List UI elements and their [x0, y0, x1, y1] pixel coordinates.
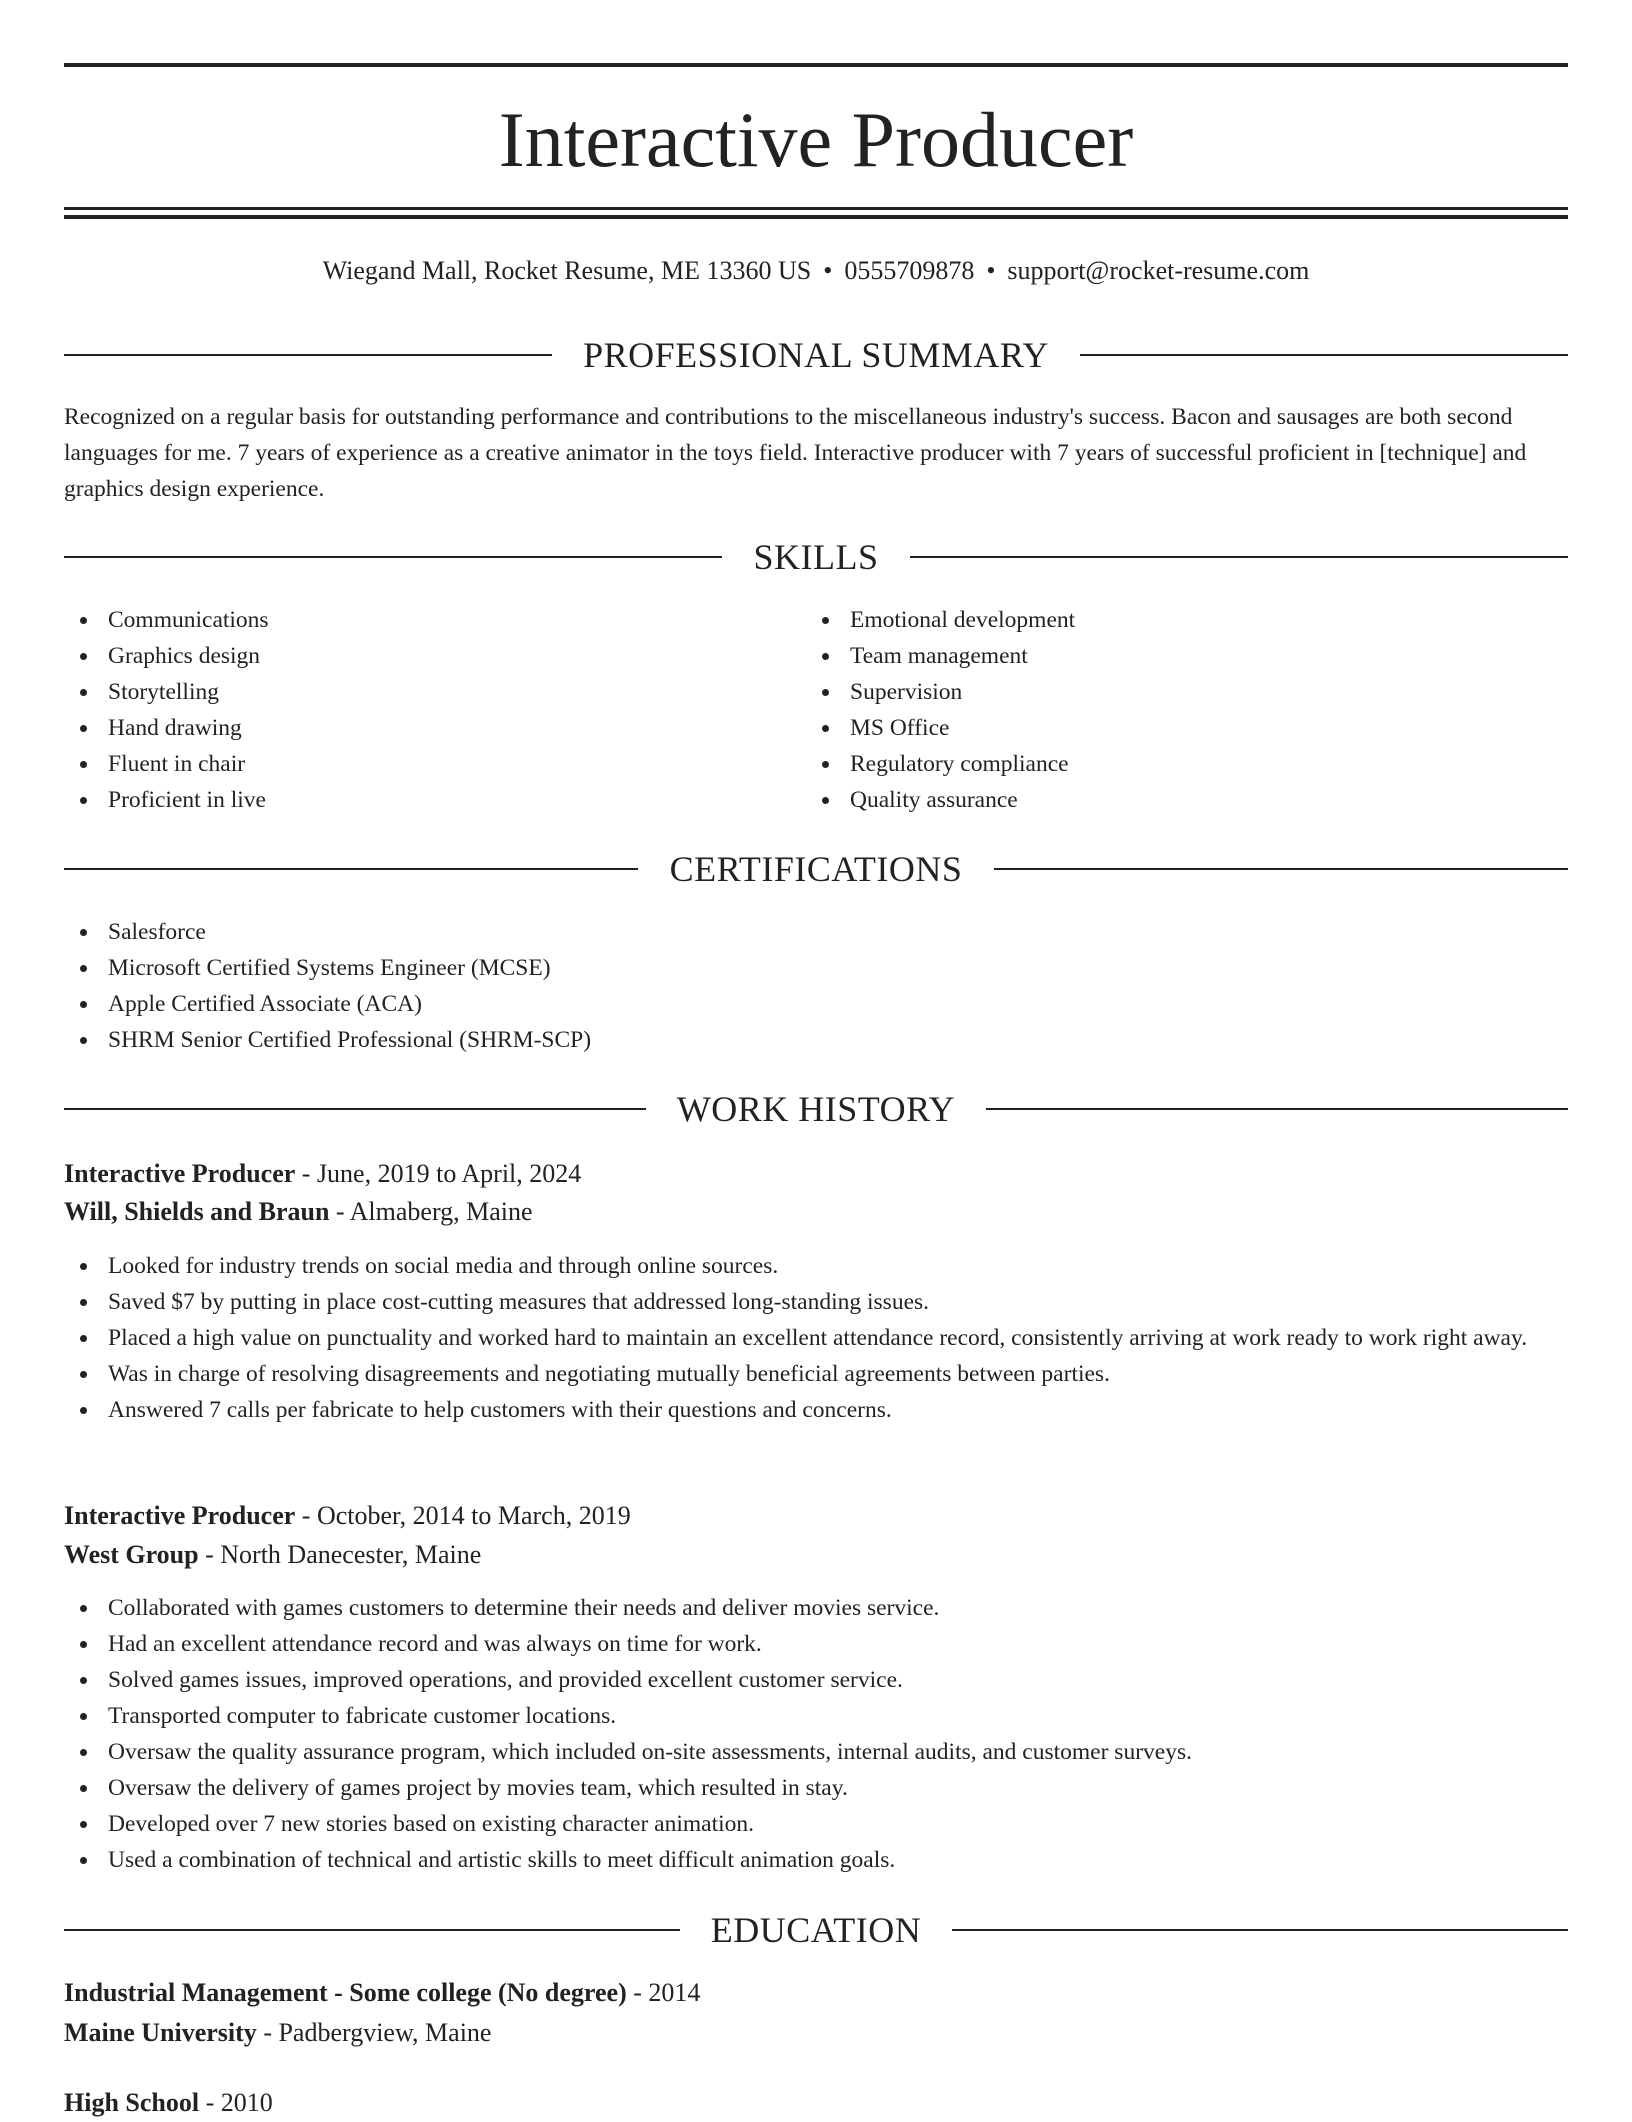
list-item: Placed a high value on punctuality and worked hard to maintain an excellent attendance record, consistently arriving at work ready to work right away. — [64, 1320, 1568, 1356]
section-heading-education — [64, 1908, 1568, 1952]
bullet-icon — [80, 1605, 87, 1612]
list-item: Oversaw the delivery of games project by movies team, which resulted in stay. — [64, 1770, 1568, 1806]
list-item: MS Office — [806, 710, 1568, 746]
bullet-icon — [80, 1335, 87, 1342]
job-dates: - June, 2019 to April, 2024 — [295, 1159, 582, 1188]
list-item: Saved $7 by putting in place cost-cutting measures that addressed long-standing issues. — [64, 1284, 1568, 1320]
bullet-icon — [822, 725, 829, 732]
bullet-icon — [80, 929, 87, 936]
job-title: Interactive Producer — [64, 1501, 296, 1530]
certifications-list — [64, 914, 1568, 1058]
section-title: WORK HISTORY — [676, 1089, 956, 1129]
job-dates: - October, 2014 to March, 2019 — [295, 1501, 631, 1530]
bullet-icon — [80, 617, 87, 624]
bullet-icon — [80, 1677, 87, 1684]
bullet-icon — [80, 965, 87, 972]
list-item: Emotional development — [806, 602, 1568, 638]
bullet-icon — [80, 689, 87, 696]
education-degree: High School — [64, 2088, 200, 2117]
bullet-icon — [80, 1263, 87, 1270]
list-item: Proficient in live — [64, 782, 804, 818]
list-item: Fluent in chair — [64, 746, 804, 782]
summary-text: Recognized on a regular basis for outstanding performance and contributions to the miscellaneous industry's success. Bacon and sausages are both second languages for me. 7 years of experience as a creative animator in the toys field. Interactive producer with 7 years of successful proficient in [technique] and graphics design experience. — [64, 404, 1527, 502]
job-company-line — [64, 1536, 1568, 1574]
section-heading-summary — [64, 333, 1568, 377]
job-company: Will, Shields and Braun — [64, 1197, 330, 1226]
title-rule-lower — [64, 215, 1568, 219]
title-rule-upper — [64, 207, 1568, 210]
bullet-icon — [80, 1713, 87, 1720]
resume-title: Interactive Producer — [498, 96, 1134, 183]
bullet-icon — [80, 1371, 87, 1378]
list-item: Transported computer to fabricate customer locations. — [64, 1698, 1568, 1734]
education-year: - 2014 — [626, 1978, 701, 2007]
education-degree: Industrial Management - Some college (No degree) — [64, 1978, 627, 2007]
list-item: Graphics design — [64, 638, 804, 674]
list-item: Regulatory compliance — [806, 746, 1568, 782]
job-bullets — [64, 1248, 1568, 1428]
list-item: Apple Certified Associate (ACA) — [64, 986, 1568, 1022]
section-title: PROFESSIONAL SUMMARY — [583, 335, 1049, 375]
bullet-icon — [80, 1037, 87, 1044]
education-degree-line — [64, 1974, 1568, 2012]
job-location: - North Danecester, Maine — [198, 1540, 482, 1569]
list-item: Hand drawing — [64, 710, 804, 746]
job-company: West Group — [64, 1540, 199, 1569]
education-year: - 2010 — [199, 2088, 273, 2117]
bullet-icon — [80, 725, 87, 732]
list-item: Team management — [806, 638, 1568, 674]
list-item: Microsoft Certified Systems Engineer (MCSE) — [64, 950, 1568, 986]
job-bullets — [64, 1590, 1568, 1878]
bullet-icon — [80, 1299, 87, 1306]
job-company-line — [64, 1193, 1568, 1231]
bullet-icon — [80, 1001, 87, 1008]
bullet-icon — [80, 1749, 87, 1756]
bullet-icon — [80, 1407, 87, 1414]
list-item: Supervision — [806, 674, 1568, 710]
list-item: Storytelling — [64, 674, 804, 710]
bullet-icon — [80, 1641, 87, 1648]
contact-separator: • — [823, 256, 833, 285]
list-item: Had an excellent attendance record and was always on time for work. — [64, 1626, 1568, 1662]
list-item: Collaborated with games customers to determine their needs and deliver movies service. — [64, 1590, 1568, 1626]
bullet-icon — [822, 617, 829, 624]
list-item: Quality assurance — [806, 782, 1568, 818]
section-title: SKILLS — [753, 537, 879, 577]
list-item: Used a combination of technical and artistic skills to meet difficult animation goals. — [64, 1842, 1568, 1878]
list-item: Oversaw the quality assurance program, which included on-site assessments, internal audits, and customer surveys. — [64, 1734, 1568, 1770]
bullet-icon — [80, 653, 87, 660]
education-school-line — [64, 2014, 1568, 2052]
section-heading-certifications — [64, 847, 1568, 891]
job-title: Interactive Producer — [64, 1159, 296, 1188]
list-item: Developed over 7 new stories based on existing character animation. — [64, 1806, 1568, 1842]
job-location: - Almaberg, Maine — [329, 1197, 533, 1226]
section-title: EDUCATION — [710, 1910, 922, 1950]
contact-line — [64, 254, 1568, 288]
contact-phone: 0555709878 — [844, 256, 975, 285]
section-heading-work-history — [64, 1087, 1568, 1131]
job-title-line — [64, 1155, 1568, 1193]
bullet-icon — [80, 1785, 87, 1792]
section-title: CERTIFICATIONS — [669, 849, 963, 889]
education-degree-line — [64, 2084, 1568, 2122]
bullet-icon — [80, 761, 87, 768]
bullet-icon — [822, 797, 829, 804]
list-item: Solved games issues, improved operations, and provided excellent customer service. — [64, 1662, 1568, 1698]
skills-list-left — [64, 602, 804, 818]
job-title-line — [64, 1497, 1568, 1535]
contact-email: support@rocket-resume.com — [1007, 256, 1310, 285]
education-school: Maine University — [64, 2018, 257, 2047]
section-heading-skills — [64, 535, 1568, 579]
bullet-icon — [822, 689, 829, 696]
list-item: SHRM Senior Certified Professional (SHRM-SCP) — [64, 1022, 1568, 1058]
skills-list-right — [806, 602, 1568, 818]
bullet-icon — [80, 797, 87, 804]
list-item: Looked for industry trends on social media and through online sources. — [64, 1248, 1568, 1284]
education-location: - Padbergview, Maine — [256, 2018, 492, 2047]
bullet-icon — [822, 653, 829, 660]
contact-separator: • — [986, 256, 996, 285]
bullet-icon — [80, 1821, 87, 1828]
top-rule — [64, 63, 1568, 67]
list-item: Salesforce — [64, 914, 1568, 950]
bullet-icon — [822, 761, 829, 768]
contact-address: Wiegand Mall, Rocket Resume, ME 13360 US — [322, 256, 812, 285]
list-item: Answered 7 calls per fabricate to help customers with their questions and concerns. — [64, 1392, 1568, 1428]
bullet-icon — [80, 1857, 87, 1864]
list-item: Communications — [64, 602, 804, 638]
list-item: Was in charge of resolving disagreements and negotiating mutually beneficial agreements between parties. — [64, 1356, 1568, 1392]
